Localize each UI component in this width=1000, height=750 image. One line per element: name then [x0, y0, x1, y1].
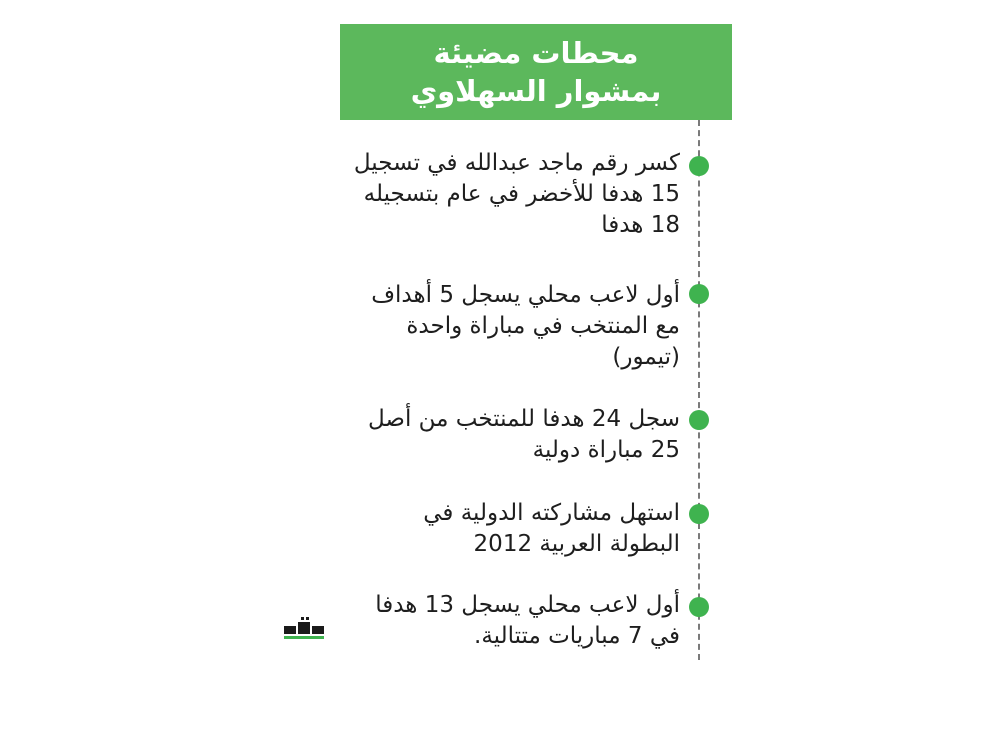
milestone-item-1	[300, 148, 680, 241]
header-title-line-2: بمشوار السهلاوي	[410, 74, 662, 108]
milestone-text: في 7 مباريات متتالية.	[474, 623, 680, 649]
timeline-dot	[689, 410, 709, 430]
milestone-item-3	[300, 404, 680, 466]
timeline-dot	[689, 284, 709, 304]
timeline-dot	[689, 597, 709, 617]
milestone-text: البطولة العربية 2012	[473, 531, 680, 557]
infographic-header	[340, 24, 732, 120]
milestone-item-2	[300, 280, 680, 373]
milestone-text: أول لاعب محلي يسجل 13 هدفا	[375, 592, 680, 618]
header-title-line-1: محطات مضيئة	[433, 36, 639, 70]
milestone-text: مع المنتخب في مباراة واحدة	[406, 313, 680, 339]
milestone-text: سجل 24 هدفا للمنتخب من أصل	[368, 406, 680, 432]
milestone-text: 15 هدفا للأخضر في عام بتسجيله	[363, 181, 680, 207]
milestone-text: 18 هدفا	[601, 212, 680, 238]
milestone-text: أول لاعب محلي يسجل 5 أهداف	[371, 282, 680, 308]
milestone-text: (تيمور)	[612, 344, 680, 370]
milestone-text: كسر رقم ماجد عبدالله في تسجيل	[353, 150, 680, 176]
milestone-item-4	[300, 498, 680, 560]
publication-logo	[282, 616, 328, 642]
milestone-text: استهل مشاركته الدولية في	[423, 500, 680, 526]
timeline-dot	[689, 156, 709, 176]
timeline-line	[698, 120, 700, 660]
timeline-dot	[689, 504, 709, 524]
milestone-item-5	[300, 590, 680, 652]
milestone-text: 25 مباراة دولية	[532, 437, 680, 463]
